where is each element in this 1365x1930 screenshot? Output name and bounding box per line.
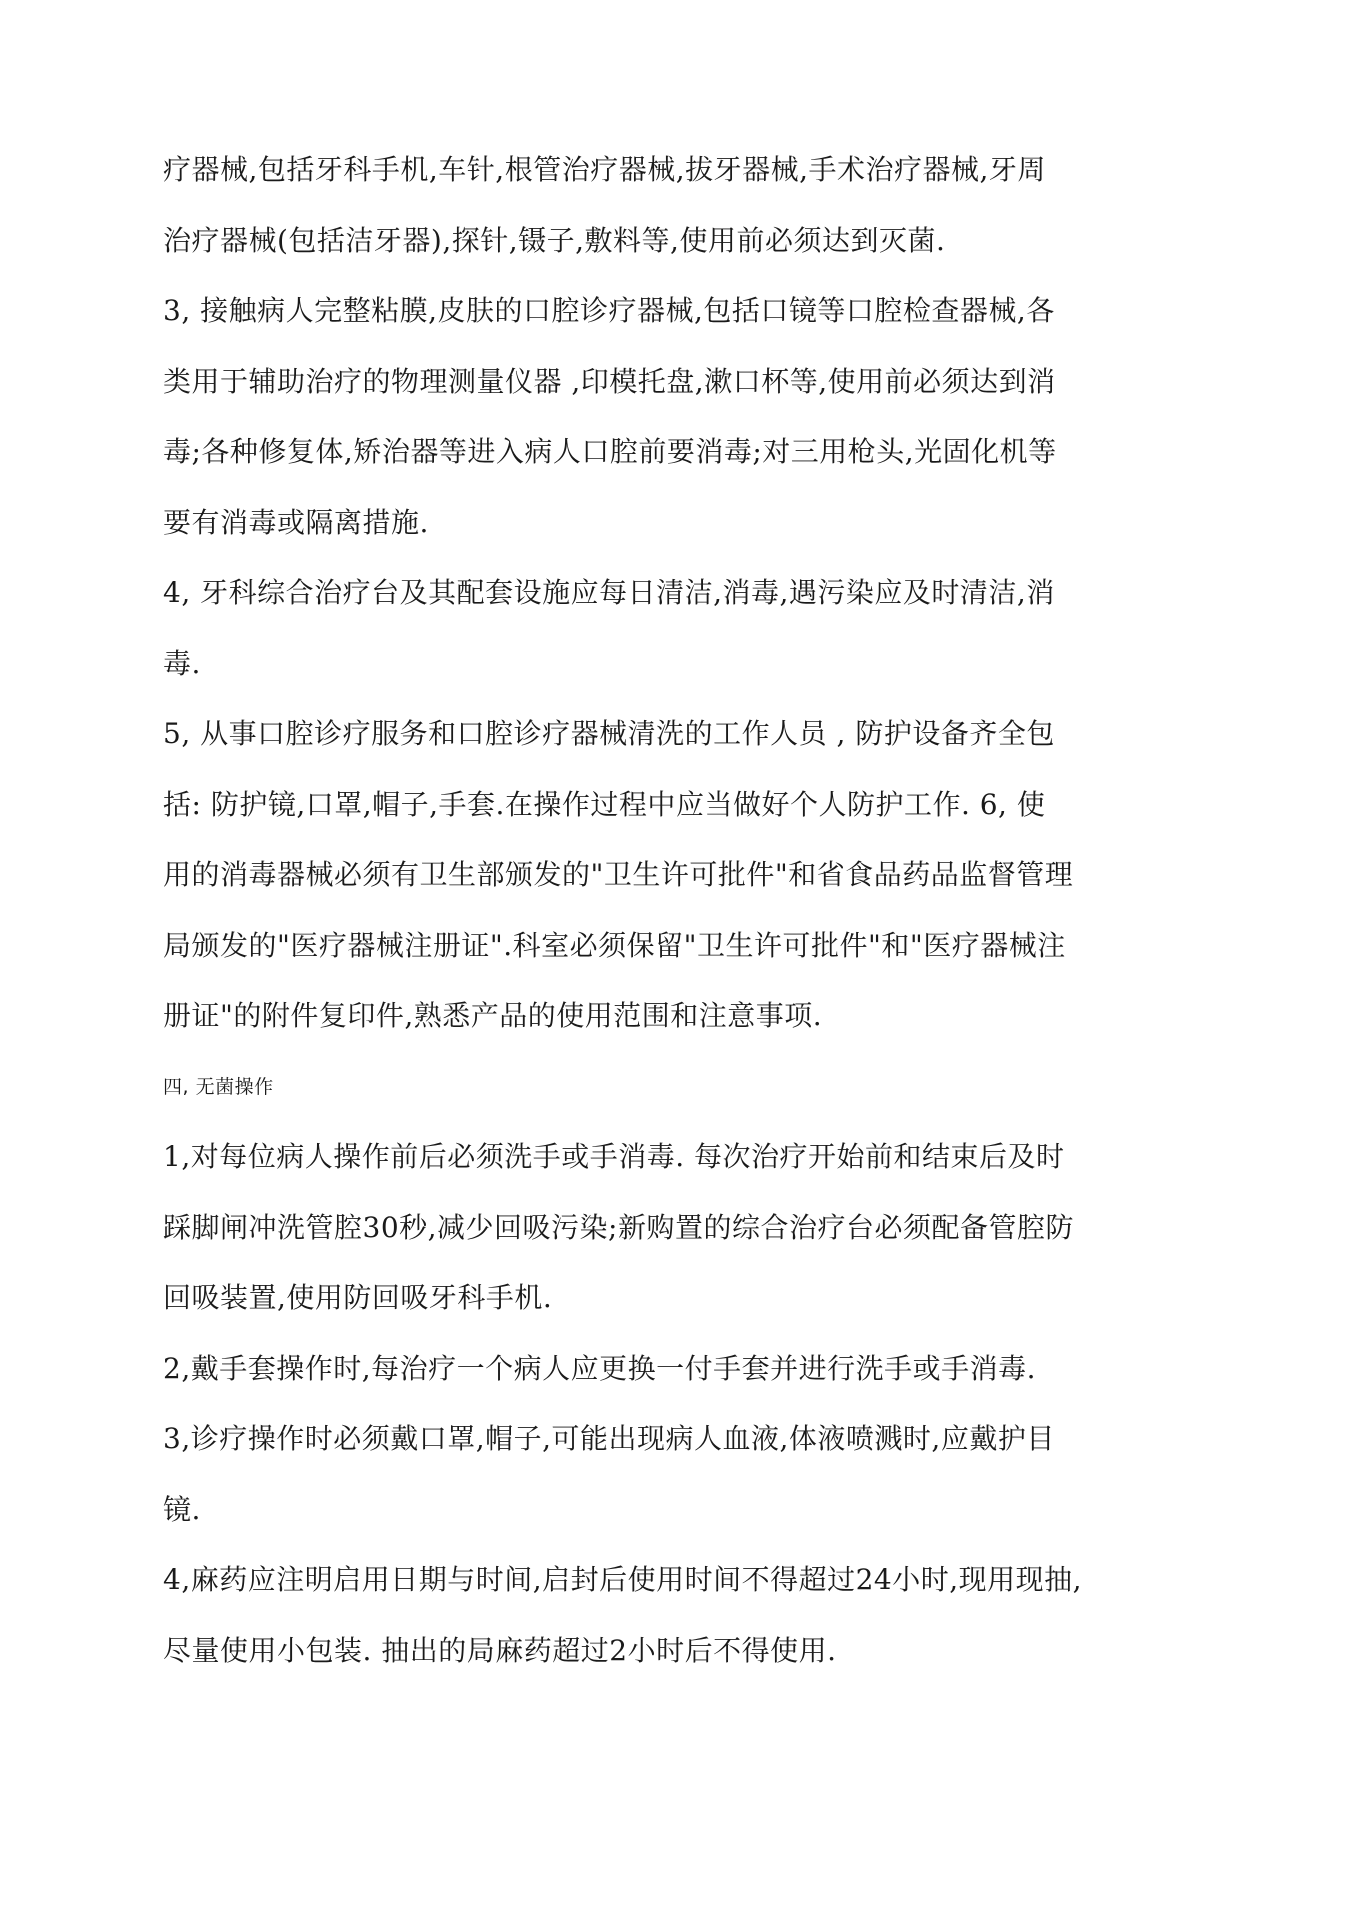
text-line: 毒;各种修复体,矫治器等进入病人口腔前要消毒;对三用枪头,光固化机等 xyxy=(163,435,1057,468)
text-line: 要有消毒或隔离措施. xyxy=(163,505,429,539)
text-line: 括: 防护镜,口罩,帽子,手套.在操作过程中应当做好个人防护工作. 6, 使 xyxy=(163,787,1046,821)
text-line: 4, 牙科综合治疗台及其配套设施应每日清洁,消毒,遇污染应及时清洁,消 xyxy=(163,576,1055,609)
text-line: 镜. xyxy=(163,1492,201,1526)
text-line: 4,麻药应注明启用日期与时间,启封后使用时间不得超过24小时,现用现抽, xyxy=(163,1563,1083,1596)
text-line: 治疗器械(包括洁牙器),探针,镊子,敷料等,使用前必须达到灭菌. xyxy=(163,223,946,257)
text-line: 册证"的附件复印件,熟悉产品的使用范围和注意事项. xyxy=(163,999,823,1032)
text-line: 局颁发的"医疗器械注册证".科室必须保留"卫生许可批件"和"医疗器械注 xyxy=(163,928,1066,962)
text-line: 3,诊疗操作时必须戴口罩,帽子,可能出现病人血液,体液喷溅时,应戴护目 xyxy=(163,1422,1055,1455)
section-heading: 四, 无菌操作 xyxy=(163,1075,274,1098)
text-line: 3, 接触病人完整粘膜,皮肤的口腔诊疗器械,包括口镜等口腔检查器械,各 xyxy=(163,294,1055,327)
text-line: 踩脚闸冲洗管腔30秒,减少回吸污染;新购置的综合治疗台必须配备管腔防 xyxy=(163,1210,1074,1244)
text-line: 尽量使用小包装. 抽出的局麻药超过2小时后不得使用. xyxy=(163,1633,837,1667)
text-line: 用的消毒器械必须有卫生部颁发的"卫生许可批件"和省食品药品监督管理 xyxy=(163,858,1074,891)
text-line: 2,戴手套操作时,每治疗一个病人应更换一付手套并进行洗手或手消毒. xyxy=(163,1351,1037,1385)
text-line: 1,对每位病人操作前后必须洗手或手消毒. 每次治疗开始前和结束后及时 xyxy=(163,1140,1065,1173)
text-line: 回吸装置,使用防回吸牙科手机. xyxy=(163,1281,553,1314)
text-line: 类用于辅助治疗的物理测量仪器 ,印模托盘,漱口杯等,使用前必须达到消 xyxy=(163,364,1056,398)
text-line: 5, 从事口腔诊疗服务和口腔诊疗器械清洗的工作人员 , 防护设备齐全包 xyxy=(163,717,1055,750)
text-line: 毒. xyxy=(163,646,201,680)
document-body xyxy=(163,142,1223,1693)
text-line: 疗器械,包括牙科手机,车针,根管治疗器械,拔牙器械,手术治疗器械,牙周 xyxy=(163,153,1046,186)
